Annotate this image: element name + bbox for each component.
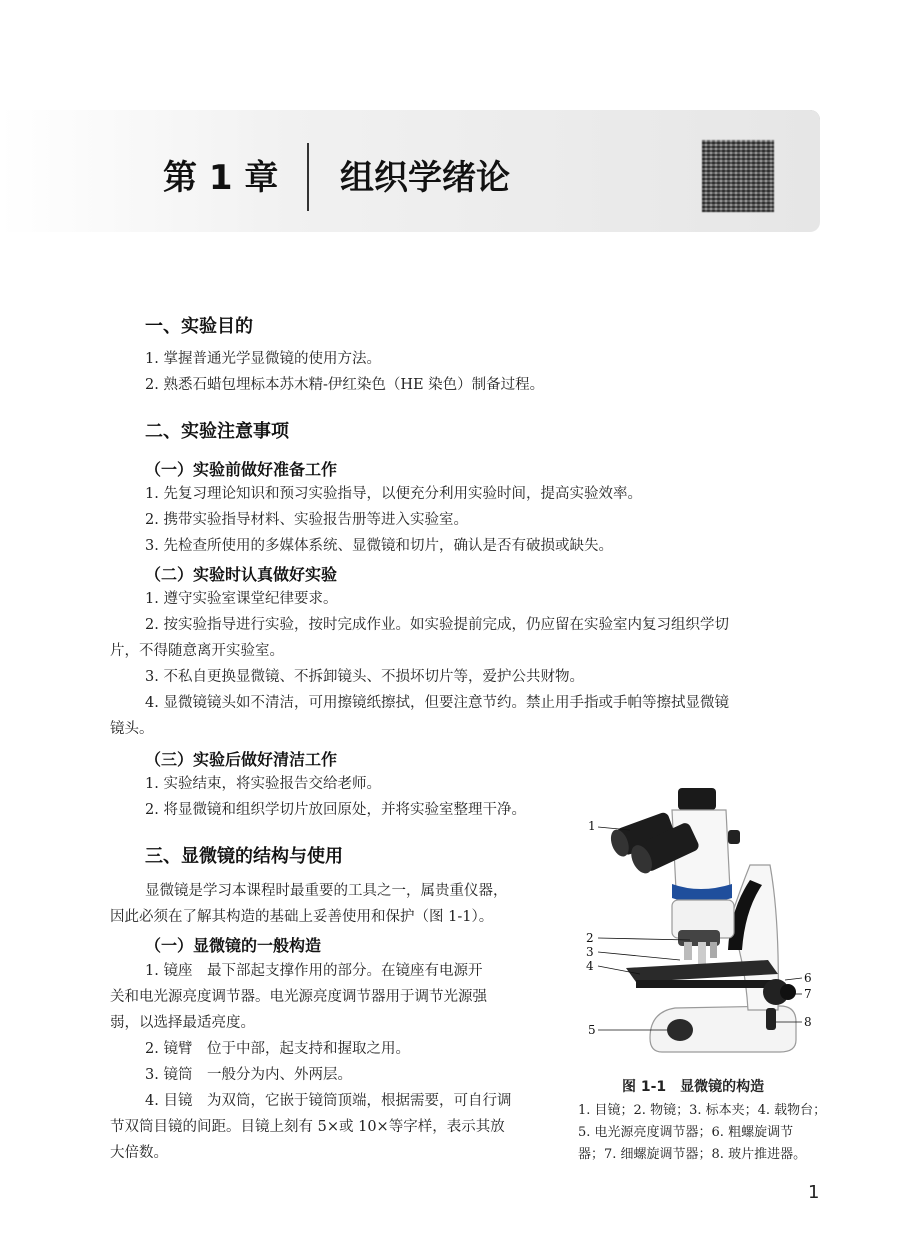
list-item-continuation: 关和电光源亮度调节器。电光源亮度调节器用于调节光源强 bbox=[110, 989, 487, 1005]
callout-label: 1 bbox=[588, 819, 596, 833]
list-item-continuation: 节双筒目镜的间距。目镜上刻有 5×或 10×等字样，表示其放 bbox=[110, 1119, 505, 1135]
microscope-illustration bbox=[580, 770, 825, 1070]
subsection-heading: （一）实验前做好准备工作 bbox=[145, 460, 338, 479]
callout-label: 2 bbox=[586, 931, 594, 945]
figure-note-line: 5. 电光源亮度调节器；6. 粗螺旋调节 bbox=[578, 1125, 794, 1140]
list-item: 1. 实验结束，将实验报告交给老师。 bbox=[145, 776, 381, 792]
list-item: 1. 镜座 最下部起支撑作用的部分。在镜座有电源开 bbox=[145, 963, 483, 979]
figure-note-line: 1. 目镜；2. 物镜；3. 标本夹；4. 载物台； bbox=[578, 1103, 827, 1118]
chapter-title: 组织学绪论 bbox=[340, 158, 510, 198]
list-item-continuation: 弱，以选择最适亮度。 bbox=[110, 1015, 255, 1031]
section-heading: 三、显微镜的结构与使用 bbox=[145, 846, 343, 867]
chapter-number: 第 1 章 bbox=[163, 158, 279, 198]
callout-label: 7 bbox=[804, 987, 812, 1001]
chapter-divider bbox=[307, 143, 309, 211]
list-item: 3. 不私自更换显微镜、不拆卸镜头、不损坏切片等，爱护公共财物。 bbox=[145, 669, 584, 685]
subsection-heading: （一）显微镜的一般构造 bbox=[145, 936, 322, 955]
list-item: 4. 目镜 为双筒，它嵌于镜筒顶端，根据需要，可自行调 bbox=[145, 1093, 512, 1109]
list-item-continuation: 片，不得随意离开实验室。 bbox=[110, 643, 284, 659]
subsection-heading: （三）实验后做好清洁工作 bbox=[145, 750, 338, 769]
subsection-heading: （二）实验时认真做好实验 bbox=[145, 565, 338, 584]
list-item-continuation: 镜头。 bbox=[110, 721, 154, 737]
list-item: 2. 将显微镜和组织学切片放回原处，并将实验室整理干净。 bbox=[145, 802, 526, 818]
callout-label: 6 bbox=[804, 971, 812, 985]
list-item: 2. 熟悉石蜡包埋标本苏木精-伊红染色（HE 染色）制备过程。 bbox=[145, 377, 545, 393]
callout-label: 5 bbox=[588, 1023, 596, 1037]
list-item: 3. 先检查所使用的多媒体系统、显微镜和切片，确认是否有破损或缺失。 bbox=[145, 538, 613, 554]
paragraph-line: 因此必须在了解其构造的基础上妥善使用和保护（图 1-1）。 bbox=[110, 909, 494, 925]
list-item: 1. 掌握普通光学显微镜的使用方法。 bbox=[145, 351, 381, 367]
callout-label: 8 bbox=[804, 1015, 812, 1029]
list-item: 1. 遵守实验室课堂纪律要求。 bbox=[145, 591, 338, 607]
figure-caption: 图 1-1 显微镜的构造 bbox=[622, 1079, 765, 1095]
figure-note-line: 器；7. 细螺旋调节器；8. 玻片推进器。 bbox=[578, 1147, 807, 1162]
paragraph-line: 显微镜是学习本课程时最重要的工具之一，属贵重仪器， bbox=[145, 883, 508, 899]
page-number: 1 bbox=[808, 1182, 820, 1203]
list-item: 4. 显微镜镜头如不清洁，可用擦镜纸擦拭，但要注意节约。禁止用手指或手帕等擦拭显微镜 bbox=[145, 695, 729, 711]
list-item: 1. 先复习理论知识和预习实验指导，以便充分利用实验时间，提高实验效率。 bbox=[145, 486, 642, 502]
callout-label: 3 bbox=[586, 945, 594, 959]
callout-label: 4 bbox=[586, 959, 594, 973]
list-item: 2. 按实验指导进行实验，按时完成作业。如实验提前完成，仍应留在实验室内复习组织学切 bbox=[145, 617, 729, 633]
section-heading: 二、实验注意事项 bbox=[145, 421, 289, 442]
qr-code-image bbox=[702, 140, 774, 212]
list-item-continuation: 大倍数。 bbox=[110, 1145, 168, 1161]
section-heading: 一、实验目的 bbox=[145, 316, 253, 337]
list-item: 3. 镜筒 一般分为内、外两层。 bbox=[145, 1067, 352, 1083]
list-item: 2. 镜臂 位于中部，起支持和握取之用。 bbox=[145, 1041, 410, 1057]
list-item: 2. 携带实验指导材料、实验报告册等进入实验室。 bbox=[145, 512, 468, 528]
